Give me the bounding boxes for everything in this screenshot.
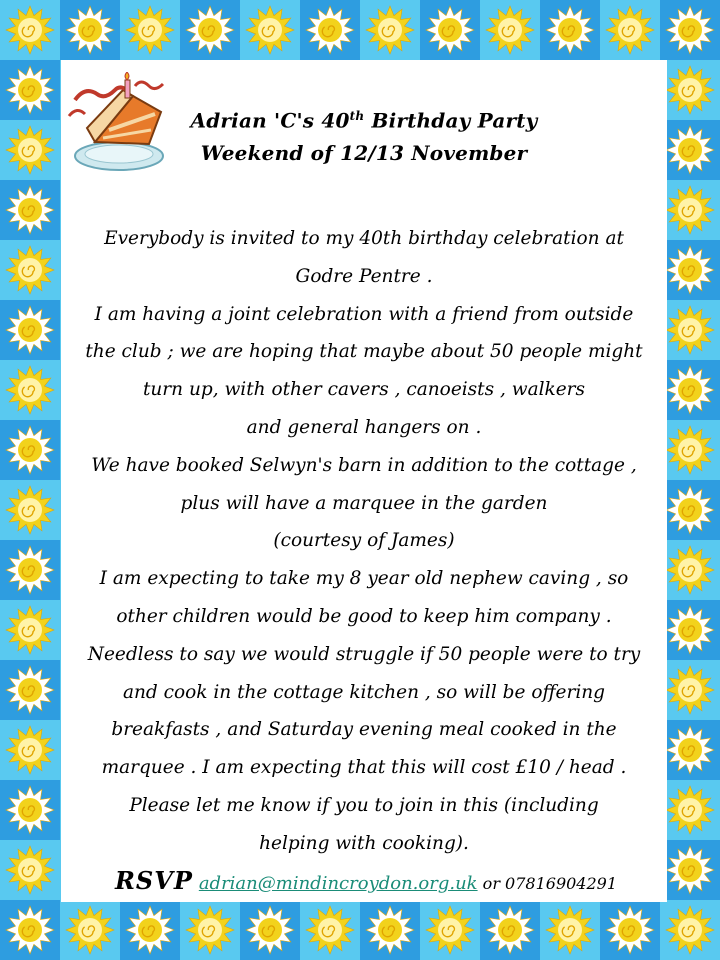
body-line: turn up, with other cavers , canoeists , walkers [142,379,586,401]
invitation-body [65,220,663,863]
or-text: or [477,874,506,893]
email-link[interactable]: adrian@mindincroydon.org.uk [198,873,478,894]
body-line: other children would be good to keep him company . [116,605,612,627]
rsvp-line [71,866,661,895]
body-line: Everybody is invited to my 40th birthday celebration at [104,228,624,249]
body-line: breakfasts , and Saturday evening meal cooked in the [111,719,617,741]
body-line: I am expecting to take my 8 year old nephew caving , so [99,568,629,590]
birthday-cake-slice-icon [65,72,173,176]
rsvp-label: RSVP [114,866,193,895]
body-line: plus will have a marquee in the garden [180,492,548,514]
body-line: the club ; we are hoping that maybe about 50 people might [85,341,643,363]
party-date: Weekend of 12/13 November [200,140,528,165]
party-title-suffix: Birthday Party [364,108,538,133]
body-line: and cook in the cottage kitchen , so will be offering [122,681,606,703]
body-line: Godre Pentre . [295,265,433,287]
invitation-page [61,60,667,902]
body-line: We have booked Selwyn's barn in addition to the cottage , [91,454,637,476]
phone-number: 07816904291 [505,874,618,893]
party-title [179,100,549,137]
body-line: I am having a joint celebration with a friend from outside [94,303,634,325]
body-line: and general hangers on . [246,416,482,438]
body-line: helping with cooking). [259,832,469,854]
body-line: marquee . I am expecting that this will cost £10 / head . [101,757,627,779]
body-line: Please let me know if you to join in this (including [129,794,599,816]
party-title-ordinal: th [349,109,365,123]
invitation-header [179,100,549,169]
party-title-prefix: Adrian 'C's 40 [190,108,350,133]
body-line: Needless to say we would struggle if 50 people were to try [87,643,641,665]
body-line: (courtesy of James) [273,530,455,552]
